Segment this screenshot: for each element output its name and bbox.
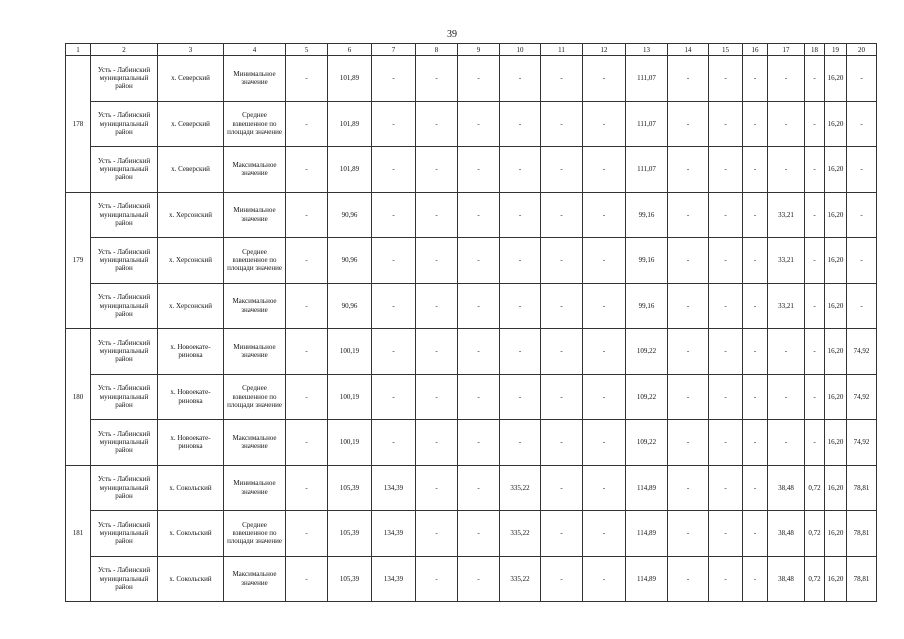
column-header-7: 7 xyxy=(372,44,416,56)
value-cell-col-10: - xyxy=(500,283,541,329)
value-cell-col-9: - xyxy=(458,238,500,284)
value-cell-col-14: - xyxy=(668,374,709,420)
value-cell-col-8: - xyxy=(416,511,458,557)
district-cell: Усть - Лабинский муниципальный район xyxy=(91,147,158,193)
column-header-10: 10 xyxy=(500,44,541,56)
value-cell-col-15: - xyxy=(709,283,743,329)
district-cell: Усть - Лабинский муниципальный район xyxy=(91,420,158,466)
value-type-cell: Максимальное значение xyxy=(224,420,286,466)
value-cell-col-6: 100,19 xyxy=(328,329,372,375)
value-cell-col-18: - xyxy=(805,238,825,284)
district-cell: Усть - Лабинский муниципальный район xyxy=(91,192,158,238)
value-cell-col-5: - xyxy=(286,511,328,557)
value-cell-col-20: 74,92 xyxy=(847,329,877,375)
value-cell-col-20: - xyxy=(847,101,877,147)
value-cell-col-8: - xyxy=(416,283,458,329)
value-cell-col-20: 74,92 xyxy=(847,374,877,420)
column-header-9: 9 xyxy=(458,44,500,56)
table-row xyxy=(66,283,877,329)
value-cell-col-9: - xyxy=(458,192,500,238)
value-cell-col-15: - xyxy=(709,192,743,238)
value-type-cell: Среднее взвешенное по площади значение xyxy=(224,101,286,147)
value-cell-col-7: - xyxy=(372,56,416,102)
value-type-cell: Максимальное значение xyxy=(224,283,286,329)
value-cell-col-20: - xyxy=(847,56,877,102)
value-type-cell: Среднее взвешенное по площади значение xyxy=(224,238,286,284)
value-type-cell: Минимальное значение xyxy=(224,192,286,238)
value-cell-col-14: - xyxy=(668,147,709,193)
value-cell-col-11: - xyxy=(541,238,583,284)
value-type-cell: Минимальное значение xyxy=(224,56,286,102)
value-cell-col-10: - xyxy=(500,56,541,102)
column-header-16: 16 xyxy=(743,44,768,56)
value-cell-col-5: - xyxy=(286,420,328,466)
value-type-cell: Максимальное значение xyxy=(224,556,286,602)
value-cell-col-15: - xyxy=(709,147,743,193)
table-row xyxy=(66,556,877,602)
row-number-cell: 179 xyxy=(66,192,91,329)
value-cell-col-15: - xyxy=(709,556,743,602)
value-cell-col-18: 0,72 xyxy=(805,511,825,557)
value-cell-col-7: - xyxy=(372,283,416,329)
district-cell: Усть - Лабинский муниципальный район xyxy=(91,56,158,102)
value-cell-col-8: - xyxy=(416,147,458,193)
district-cell: Усть - Лабинский муниципальный район xyxy=(91,283,158,329)
value-cell-col-14: - xyxy=(668,420,709,466)
value-cell-col-20: - xyxy=(847,147,877,193)
value-cell-col-6: 105,39 xyxy=(328,556,372,602)
value-cell-col-19: 16,20 xyxy=(825,374,847,420)
district-cell: Усть - Лабинский муниципальный район xyxy=(91,465,158,511)
value-cell-col-12: - xyxy=(583,420,626,466)
value-cell-col-11: - xyxy=(541,101,583,147)
value-cell-col-7: 134,39 xyxy=(372,556,416,602)
value-cell-col-14: - xyxy=(668,511,709,557)
column-header-1: 1 xyxy=(66,44,91,56)
value-cell-col-13: 111,07 xyxy=(626,56,668,102)
value-cell-col-11: - xyxy=(541,283,583,329)
value-cell-col-16: - xyxy=(743,283,768,329)
district-cell: Усть - Лабинский муниципальный район xyxy=(91,374,158,420)
value-cell-col-18: - xyxy=(805,192,825,238)
value-cell-col-12: - xyxy=(583,511,626,557)
value-cell-col-18: - xyxy=(805,56,825,102)
value-cell-col-11: - xyxy=(541,329,583,375)
value-cell-col-19: 16,20 xyxy=(825,465,847,511)
value-cell-col-18: - xyxy=(805,329,825,375)
value-cell-col-9: - xyxy=(458,420,500,466)
value-cell-col-13: 99,16 xyxy=(626,192,668,238)
value-cell-col-19: 16,20 xyxy=(825,147,847,193)
value-cell-col-6: 100,19 xyxy=(328,420,372,466)
value-cell-col-9: - xyxy=(458,56,500,102)
value-cell-col-8: - xyxy=(416,465,458,511)
value-cell-col-13: 109,22 xyxy=(626,374,668,420)
settlement-cell: х. Сокольский xyxy=(158,556,224,602)
value-cell-col-20: - xyxy=(847,238,877,284)
value-cell-col-16: - xyxy=(743,192,768,238)
value-cell-col-17: - xyxy=(768,101,805,147)
value-cell-col-8: - xyxy=(416,238,458,284)
value-cell-col-7: 134,39 xyxy=(372,465,416,511)
row-number-cell: 180 xyxy=(66,329,91,466)
value-cell-col-17: 38,48 xyxy=(768,511,805,557)
table-row xyxy=(66,420,877,466)
value-cell-col-17: - xyxy=(768,420,805,466)
settlement-cell: х. Северский xyxy=(158,101,224,147)
value-cell-col-17: 33,21 xyxy=(768,192,805,238)
value-cell-col-14: - xyxy=(668,283,709,329)
value-cell-col-20: - xyxy=(847,192,877,238)
value-cell-col-10: 335,22 xyxy=(500,511,541,557)
value-cell-col-17: 38,48 xyxy=(768,556,805,602)
value-cell-col-15: - xyxy=(709,56,743,102)
column-header-18: 18 xyxy=(805,44,825,56)
value-cell-col-10: - xyxy=(500,192,541,238)
table-row xyxy=(66,101,877,147)
value-cell-col-11: - xyxy=(541,511,583,557)
value-cell-col-17: - xyxy=(768,56,805,102)
value-cell-col-16: - xyxy=(743,420,768,466)
value-cell-col-5: - xyxy=(286,329,328,375)
value-cell-col-16: - xyxy=(743,556,768,602)
settlement-cell: х. Новоекате-риновка xyxy=(158,374,224,420)
settlement-cell: х. Сокольский xyxy=(158,511,224,557)
value-cell-col-12: - xyxy=(583,283,626,329)
value-cell-col-5: - xyxy=(286,147,328,193)
value-cell-col-13: 114,89 xyxy=(626,465,668,511)
value-cell-col-8: - xyxy=(416,556,458,602)
value-cell-col-15: - xyxy=(709,238,743,284)
value-type-cell: Среднее взвешенное по площади значение xyxy=(224,511,286,557)
value-cell-col-13: 99,16 xyxy=(626,283,668,329)
value-cell-col-19: 16,20 xyxy=(825,420,847,466)
value-cell-col-12: - xyxy=(583,56,626,102)
value-cell-col-13: 111,07 xyxy=(626,101,668,147)
value-cell-col-13: 114,89 xyxy=(626,511,668,557)
value-cell-col-10: - xyxy=(500,147,541,193)
value-cell-col-12: - xyxy=(583,101,626,147)
value-cell-col-5: - xyxy=(286,238,328,284)
value-cell-col-12: - xyxy=(583,192,626,238)
value-cell-col-16: - xyxy=(743,511,768,557)
value-cell-col-9: - xyxy=(458,556,500,602)
value-cell-col-20: 78,81 xyxy=(847,556,877,602)
value-cell-col-11: - xyxy=(541,147,583,193)
value-cell-col-7: - xyxy=(372,101,416,147)
row-number-cell: 181 xyxy=(66,465,91,602)
district-cell: Усть - Лабинский муниципальный район xyxy=(91,101,158,147)
value-type-cell: Минимальное значение xyxy=(224,329,286,375)
settlement-cell: х. Новоекате-риновка xyxy=(158,329,224,375)
value-cell-col-10: - xyxy=(500,420,541,466)
value-cell-col-16: - xyxy=(743,238,768,284)
value-cell-col-10: - xyxy=(500,329,541,375)
value-cell-col-12: - xyxy=(583,238,626,284)
table-row xyxy=(66,56,877,102)
value-cell-col-19: 16,20 xyxy=(825,283,847,329)
value-type-cell: Среднее взвешенное по площади значение xyxy=(224,374,286,420)
value-cell-col-8: - xyxy=(416,420,458,466)
value-type-cell: Минимальное значение xyxy=(224,465,286,511)
value-cell-col-15: - xyxy=(709,465,743,511)
value-cell-col-18: - xyxy=(805,147,825,193)
value-cell-col-7: - xyxy=(372,192,416,238)
table-body xyxy=(66,56,877,602)
column-header-20: 20 xyxy=(847,44,877,56)
value-cell-col-9: - xyxy=(458,374,500,420)
column-header-14: 14 xyxy=(668,44,709,56)
value-cell-col-17: 38,48 xyxy=(768,465,805,511)
table-row xyxy=(66,192,877,238)
value-cell-col-17: - xyxy=(768,147,805,193)
settlement-cell: х. Северский xyxy=(158,147,224,193)
value-cell-col-5: - xyxy=(286,192,328,238)
value-cell-col-16: - xyxy=(743,147,768,193)
value-cell-col-6: 90,96 xyxy=(328,192,372,238)
value-cell-col-18: 0,72 xyxy=(805,556,825,602)
value-cell-col-13: 109,22 xyxy=(626,420,668,466)
value-cell-col-18: - xyxy=(805,283,825,329)
value-cell-col-11: - xyxy=(541,56,583,102)
column-header-2: 2 xyxy=(91,44,158,56)
value-cell-col-10: 335,22 xyxy=(500,465,541,511)
data-table xyxy=(65,43,877,602)
value-cell-col-20: 78,81 xyxy=(847,465,877,511)
district-cell: Усть - Лабинский муниципальный район xyxy=(91,511,158,557)
value-cell-col-16: - xyxy=(743,465,768,511)
value-cell-col-13: 114,89 xyxy=(626,556,668,602)
value-cell-col-19: 16,20 xyxy=(825,511,847,557)
column-header-15: 15 xyxy=(709,44,743,56)
value-cell-col-8: - xyxy=(416,192,458,238)
value-cell-col-6: 90,96 xyxy=(328,283,372,329)
value-cell-col-16: - xyxy=(743,101,768,147)
value-cell-col-11: - xyxy=(541,465,583,511)
value-cell-col-17: 33,21 xyxy=(768,283,805,329)
value-cell-col-12: - xyxy=(583,556,626,602)
table-row xyxy=(66,374,877,420)
value-cell-col-14: - xyxy=(668,238,709,284)
value-cell-col-7: 134,39 xyxy=(372,511,416,557)
value-cell-col-8: - xyxy=(416,56,458,102)
column-number-header-row xyxy=(66,44,877,56)
value-cell-col-16: - xyxy=(743,374,768,420)
value-cell-col-19: 16,20 xyxy=(825,101,847,147)
value-cell-col-17: - xyxy=(768,329,805,375)
value-cell-col-11: - xyxy=(541,556,583,602)
value-cell-col-20: - xyxy=(847,283,877,329)
value-cell-col-18: 0,72 xyxy=(805,465,825,511)
value-cell-col-14: - xyxy=(668,192,709,238)
value-cell-col-6: 101,89 xyxy=(328,56,372,102)
value-cell-col-9: - xyxy=(458,101,500,147)
value-cell-col-12: - xyxy=(583,329,626,375)
value-cell-col-7: - xyxy=(372,329,416,375)
value-cell-col-12: - xyxy=(583,147,626,193)
value-cell-col-6: 105,39 xyxy=(328,465,372,511)
column-header-11: 11 xyxy=(541,44,583,56)
value-cell-col-19: 16,20 xyxy=(825,192,847,238)
settlement-cell: х. Херсонский xyxy=(158,283,224,329)
value-cell-col-7: - xyxy=(372,147,416,193)
value-cell-col-20: 74,92 xyxy=(847,420,877,466)
column-header-5: 5 xyxy=(286,44,328,56)
column-header-6: 6 xyxy=(328,44,372,56)
value-cell-col-9: - xyxy=(458,329,500,375)
value-cell-col-11: - xyxy=(541,374,583,420)
value-cell-col-6: 101,89 xyxy=(328,101,372,147)
value-type-cell: Максимальное значение xyxy=(224,147,286,193)
value-cell-col-6: 101,89 xyxy=(328,147,372,193)
value-cell-col-6: 105,39 xyxy=(328,511,372,557)
value-cell-col-18: - xyxy=(805,374,825,420)
value-cell-col-10: - xyxy=(500,374,541,420)
column-header-12: 12 xyxy=(583,44,626,56)
value-cell-col-6: 100,19 xyxy=(328,374,372,420)
value-cell-col-16: - xyxy=(743,329,768,375)
value-cell-col-17: 33,21 xyxy=(768,238,805,284)
value-cell-col-14: - xyxy=(668,56,709,102)
settlement-cell: х. Херсонский xyxy=(158,192,224,238)
settlement-cell: х. Сокольский xyxy=(158,465,224,511)
value-cell-col-14: - xyxy=(668,101,709,147)
value-cell-col-6: 90,96 xyxy=(328,238,372,284)
value-cell-col-19: 16,20 xyxy=(825,56,847,102)
value-cell-col-5: - xyxy=(286,374,328,420)
column-header-17: 17 xyxy=(768,44,805,56)
value-cell-col-19: 16,20 xyxy=(825,329,847,375)
value-cell-col-9: - xyxy=(458,511,500,557)
value-cell-col-15: - xyxy=(709,511,743,557)
value-cell-col-13: 109,22 xyxy=(626,329,668,375)
table-row xyxy=(66,465,877,511)
district-cell: Усть - Лабинский муниципальный район xyxy=(91,238,158,284)
value-cell-col-15: - xyxy=(709,374,743,420)
value-cell-col-11: - xyxy=(541,192,583,238)
value-cell-col-13: 111,07 xyxy=(626,147,668,193)
page-number: 39 xyxy=(447,29,457,40)
value-cell-col-5: - xyxy=(286,283,328,329)
table-row xyxy=(66,238,877,284)
column-header-13: 13 xyxy=(626,44,668,56)
settlement-cell: х. Новоекате-риновка xyxy=(158,420,224,466)
value-cell-col-16: - xyxy=(743,56,768,102)
value-cell-col-18: - xyxy=(805,420,825,466)
value-cell-col-10: 335,22 xyxy=(500,556,541,602)
value-cell-col-12: - xyxy=(583,374,626,420)
value-cell-col-9: - xyxy=(458,283,500,329)
value-cell-col-17: - xyxy=(768,374,805,420)
value-cell-col-12: - xyxy=(583,465,626,511)
value-cell-col-8: - xyxy=(416,101,458,147)
row-number-cell: 178 xyxy=(66,56,91,193)
value-cell-col-19: 16,20 xyxy=(825,238,847,284)
value-cell-col-7: - xyxy=(372,238,416,284)
table-row xyxy=(66,147,877,193)
column-header-3: 3 xyxy=(158,44,224,56)
value-cell-col-7: - xyxy=(372,420,416,466)
value-cell-col-14: - xyxy=(668,465,709,511)
value-cell-col-18: - xyxy=(805,101,825,147)
value-cell-col-5: - xyxy=(286,556,328,602)
value-cell-col-15: - xyxy=(709,420,743,466)
value-cell-col-10: - xyxy=(500,101,541,147)
value-cell-col-7: - xyxy=(372,374,416,420)
value-cell-col-5: - xyxy=(286,465,328,511)
value-cell-col-5: - xyxy=(286,56,328,102)
column-header-19: 19 xyxy=(825,44,847,56)
district-cell: Усть - Лабинский муниципальный район xyxy=(91,329,158,375)
settlement-cell: х. Херсонский xyxy=(158,238,224,284)
column-header-8: 8 xyxy=(416,44,458,56)
district-cell: Усть - Лабинский муниципальный район xyxy=(91,556,158,602)
value-cell-col-19: 16,20 xyxy=(825,556,847,602)
value-cell-col-5: - xyxy=(286,101,328,147)
value-cell-col-8: - xyxy=(416,374,458,420)
value-cell-col-15: - xyxy=(709,329,743,375)
value-cell-col-8: - xyxy=(416,329,458,375)
column-header-4: 4 xyxy=(224,44,286,56)
value-cell-col-9: - xyxy=(458,465,500,511)
settlement-cell: х. Северский xyxy=(158,56,224,102)
value-cell-col-11: - xyxy=(541,420,583,466)
value-cell-col-9: - xyxy=(458,147,500,193)
value-cell-col-14: - xyxy=(668,556,709,602)
table-row xyxy=(66,329,877,375)
value-cell-col-15: - xyxy=(709,101,743,147)
value-cell-col-20: 78,81 xyxy=(847,511,877,557)
value-cell-col-13: 99,16 xyxy=(626,238,668,284)
value-cell-col-10: - xyxy=(500,238,541,284)
value-cell-col-14: - xyxy=(668,329,709,375)
table-row xyxy=(66,511,877,557)
